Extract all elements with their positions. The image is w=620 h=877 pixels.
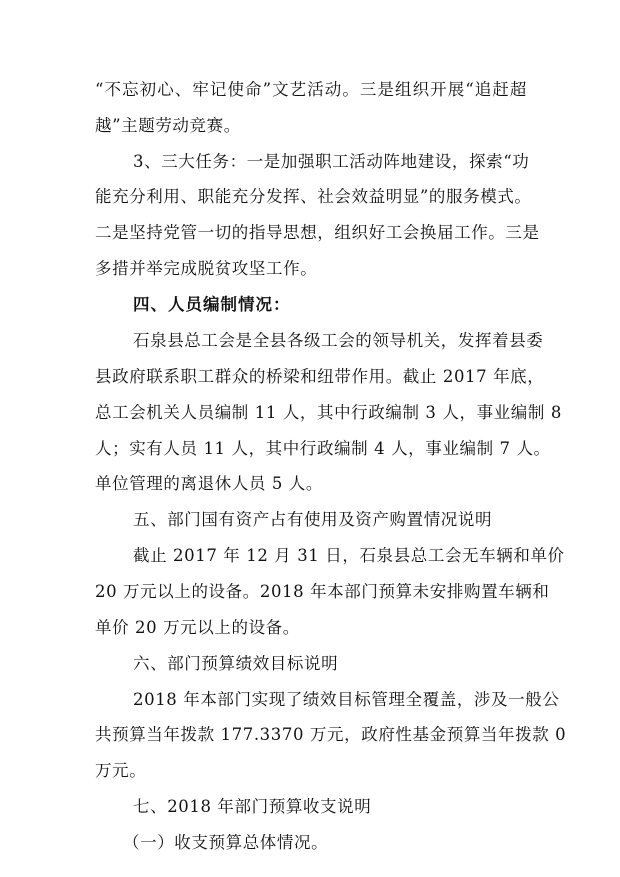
body-line: 2018 年本部门实现了绩效目标管理全覆盖，涉及一般公 [133, 690, 560, 709]
body-line: 人；实有人员 11 人，其中行政编制 4 人，事业编制 7 人。 [95, 439, 551, 458]
section-heading: 五、部门国有资产占有使用及资产购置情况说明 [133, 510, 493, 529]
body-line: 多措并举完成脱贫攻坚工作。 [95, 259, 318, 278]
body-line: 单位管理的离退休人员 5 人。 [95, 474, 323, 493]
body-line: 共预算当年拨款 177.3370 万元，政府性基金预算当年拨款 0 [95, 725, 567, 744]
body-line: 20 万元以上的设备。2018 年本部门预算未安排购置车辆和 [95, 582, 550, 601]
section-heading: 六、部门预算绩效目标说明 [133, 654, 339, 673]
body-line: 能充分利用、职能充分发挥、社会效益明显”的服务模式。 [95, 187, 532, 206]
body-line: 截止 2017 年 12 月 31 日，石泉县总工会无车辆和单价 [133, 546, 565, 565]
body-line: 石泉县总工会是全县各级工会的领导机关，发挥着县委 [133, 331, 544, 350]
body-line: 二是坚持党管一切的指导思想，组织好工会换届工作。三是 [95, 223, 540, 242]
section-heading: 七、2018 年部门预算收支说明 [133, 797, 372, 816]
body-line: 万元。 [95, 761, 147, 780]
body-line: 总工会机关人员编制 11 人，其中行政编制 3 人，事业编制 8 [95, 403, 562, 422]
body-line: 3、三大任务：一是加强职工活动阵地建设，探索“功 [133, 152, 530, 171]
section-heading: 四、人员编制情况： [133, 295, 291, 314]
body-line: “不忘初心、牢记使命”文艺活动。三是组织开展“追赶超 [95, 80, 527, 99]
body-line: 县政府联系职工群众的桥梁和纽带作用。截止 2017 年底， [95, 367, 545, 386]
body-line: 单价 20 万元以上的设备。 [95, 618, 300, 637]
body-line: 越”主题劳动竞赛。 [95, 116, 241, 135]
subsection-heading: （一）收支预算总体情况。 [123, 833, 329, 852]
